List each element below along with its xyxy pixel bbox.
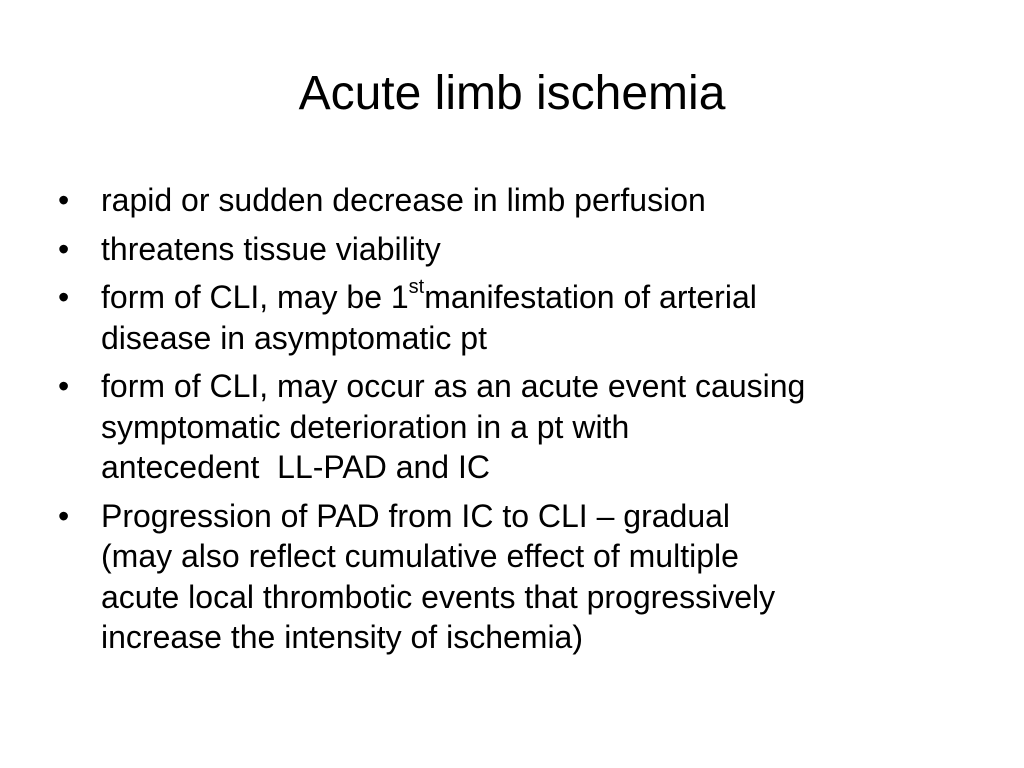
bullet-icon: • — [58, 279, 70, 315]
bullet-item — [56, 366, 966, 488]
bullet-list — [56, 180, 966, 666]
bullet-text: rapid or sudden decrease in limb perfusion — [101, 182, 706, 218]
bullet-text-line — [101, 277, 966, 318]
bullet-icon: • — [58, 182, 70, 218]
bullet-text-segment: form of CLI, may be 1 — [101, 279, 409, 315]
bullet-text-line: (may also reflect cumulative effect of multiple — [101, 538, 739, 574]
bullet-item — [56, 277, 966, 358]
bullet-text-line: symptomatic deterioration in a pt with — [101, 408, 630, 445]
bullet-icon: • — [58, 230, 70, 267]
bullet-text-line: form of CLI, may occur as an acute event causing — [101, 368, 806, 404]
bullet-text-line: Progression of PAD from IC to CLI – gradual — [101, 497, 731, 534]
bullet-icon: • — [58, 497, 70, 534]
bullet-text: threatens tissue viability — [101, 230, 441, 267]
bullet-text-line: disease in asymptomatic pt — [101, 319, 487, 356]
bullet-item — [56, 496, 966, 658]
bullet-text-line: acute local thrombotic events that progressively — [101, 578, 776, 615]
bullet-item — [56, 180, 966, 221]
bullet-text-line: antecedent LL-PAD and IC — [101, 449, 490, 485]
bullet-item — [56, 229, 966, 270]
bullet-icon: • — [58, 368, 70, 404]
bullet-text-line: increase the intensity of ischemia) — [101, 619, 583, 655]
bullet-text-segment: manifestation of arterial — [424, 279, 757, 315]
ordinal-superscript: st — [408, 276, 425, 299]
slide-title: Acute limb ischemia — [298, 67, 726, 120]
